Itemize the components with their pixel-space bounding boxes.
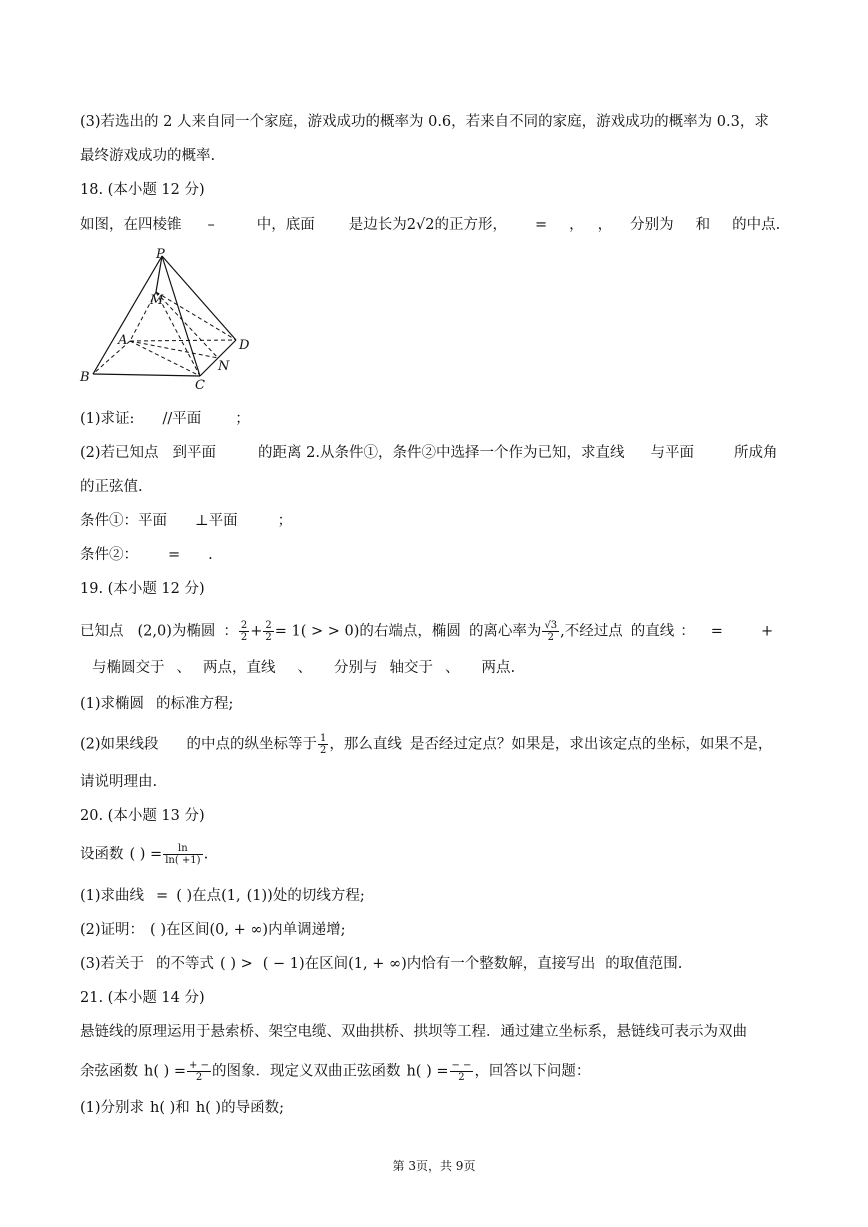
label-b: B xyxy=(80,370,90,385)
q17-part3-line2: 最终游戏成功的概率. xyxy=(80,148,216,164)
edge-bc xyxy=(93,374,200,376)
q19-stem-line1: 已知点 (2,0)为椭圆 ： $\frac{2}{2}$ + $\frac{2}{2}$ = 1( > > 0)的右端点，椭圆 的离心率为 $\frac{√3}{2}$ ,不经过点 的直线 ： = + xyxy=(80,620,774,643)
edge-md xyxy=(156,292,236,340)
cosh-fraction: $\frac{+ -}{2}$ xyxy=(189,1060,209,1083)
q18-header: 18. (本小题 12 分) xyxy=(80,182,205,198)
q21-stem-line1: 悬链线的原理运用于悬索桥、架空电缆、双曲拱桥、拱坝等工程．通过建立坐标系，悬链线可表示为双曲 xyxy=(80,1024,747,1040)
q20-stem: 设函数 ( ) = $\frac{\ln}{\ln( +1)}$ . xyxy=(80,843,209,866)
q20-header: 20. (本小题 13 分) xyxy=(80,808,205,824)
q19-header: 19. (本小题 12 分) xyxy=(80,581,205,597)
q19-part1: (1)求椭圆 的标准方程; xyxy=(80,696,234,712)
q18-part1: (1)求证: //平面 ； xyxy=(80,411,250,427)
label-p: P xyxy=(156,248,165,262)
function-fraction: $\frac{\ln}{\ln( +1)}$ xyxy=(165,843,201,866)
q18-condition2: 条件②： = . xyxy=(80,547,213,563)
q19-part2-line1: (2)如果线段 的中点的纵坐标等于 $\frac{1}{2}$ ，那么直线 是否经过定点？如果是，求出该定点的坐标，如果不是， xyxy=(80,733,773,756)
edge-ad xyxy=(130,340,236,341)
q19-stem-line2: 与椭圆交于 、 两点，直线 、 分别与 轴交于 、 两点. xyxy=(92,660,516,676)
ellipse-term-y: $\frac{2}{2}$ xyxy=(265,620,272,643)
label-c: C xyxy=(195,378,205,393)
q21-stem-line2: 余弦函数 h( ) = $\frac{+ -}{2}$ 的图象．现定义双曲正弦函数 h( ) = $\frac{- -}{2}$ ，回答以下问题： xyxy=(80,1060,591,1083)
edge-pc xyxy=(162,256,200,376)
q20-part1: (1)求曲线 = ( )在点(1, (1))处的切线方程; xyxy=(80,888,365,904)
q19-part2-line2: 请说明理由. xyxy=(80,774,158,790)
pyramid-figure xyxy=(78,248,263,396)
eccentricity-fraction: $\frac{√3}{2}$ xyxy=(544,620,558,643)
ellipse-term-x: $\frac{2}{2}$ xyxy=(240,620,248,643)
edge-pd xyxy=(162,256,236,340)
q20-part3: (3)若关于 的不等式 ( ) > ( − 1)在区间(1, + ∞)内恰有一个整数解，直接写出 的取值范围. xyxy=(80,956,683,972)
page-footer: 第 3页，共 9页 xyxy=(392,1159,476,1173)
label-m: M xyxy=(150,293,164,308)
q21-header: 21. (本小题 14 分) xyxy=(80,990,205,1006)
sinh-fraction: $\frac{- -}{2}$ xyxy=(451,1060,472,1083)
label-n: N xyxy=(218,359,230,374)
q20-part2: (2)证明： ( )在区间(0, + ∞)内单调递增; xyxy=(80,922,346,938)
q18-stem: 如图，在四棱锥 – 中，底面 是边长为2√2的正方形， = ， ， 分别为 和 的中点. xyxy=(80,217,781,233)
label-a: A xyxy=(118,333,128,348)
edge-pb xyxy=(93,256,162,374)
q18-part2-line2: 的正弦值. xyxy=(80,479,143,495)
q18-part2-line1: (2)若已知点 到平面 的距离 2.从条件①，条件②中选择一个作为已知，求直线 与平面 所成角 xyxy=(80,445,778,461)
label-d: D xyxy=(239,338,250,353)
q21-part1: (1)分别求 h( )和 h( )的导函数; xyxy=(80,1100,284,1116)
half-fraction: $\frac{1}{2}$ xyxy=(320,733,327,756)
edge-ac xyxy=(130,341,200,376)
q18-condition1: 条件①：平面 ⊥平面 ； xyxy=(80,513,293,529)
q17-part3-line1: (3)若选出的 2 人来自同一个家庭，游戏成功的概率为 0.6，若来自不同的家庭，游戏成功的概率为 0.3，求 xyxy=(80,114,769,130)
